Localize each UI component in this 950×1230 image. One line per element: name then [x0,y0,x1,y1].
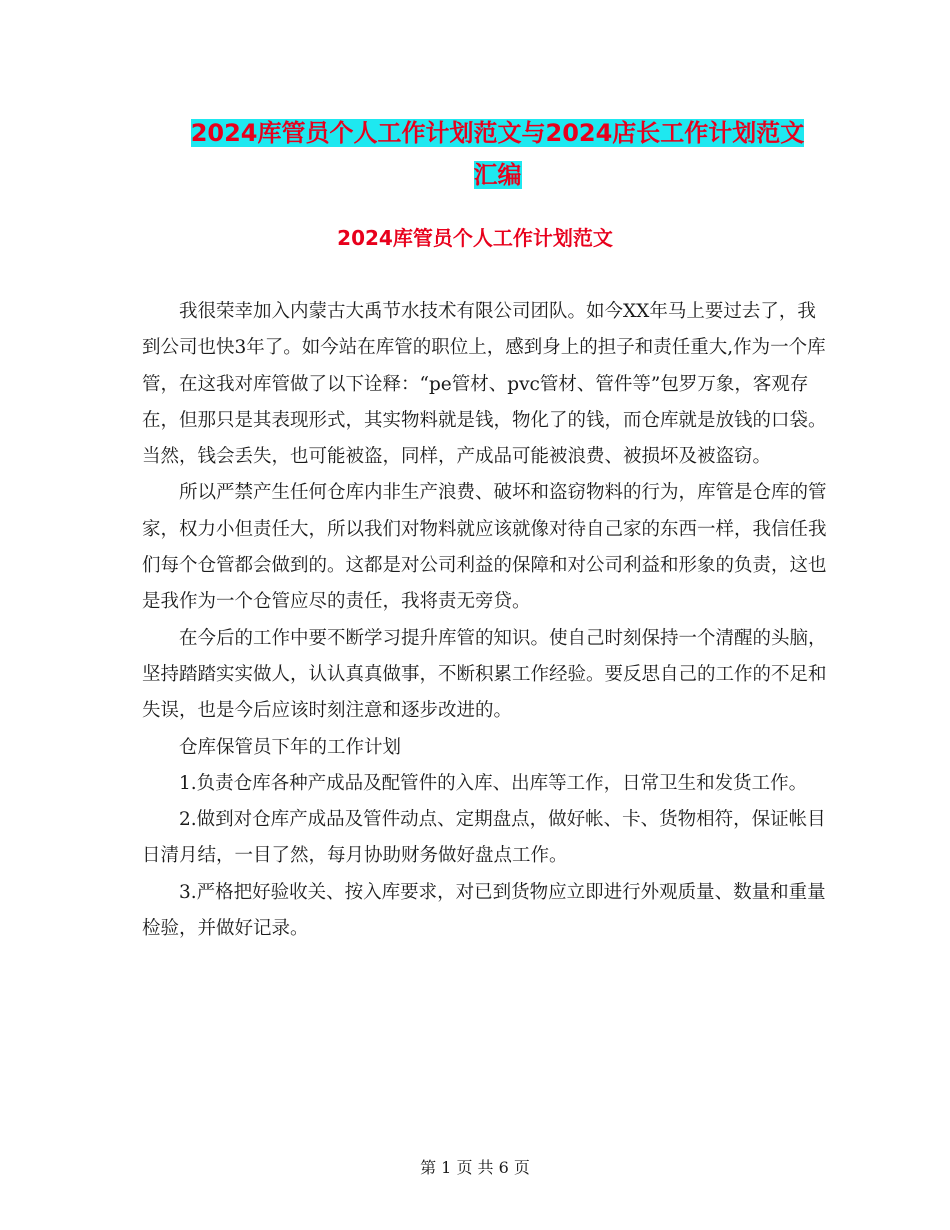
section-title: 2024库管员个人工作计划范文 [337,226,613,250]
paragraph: 我很荣幸加入内蒙古大禹节水技术有限公司团队。如今XX年马上要过去了，我到公司也快3年了。如今站在库管的职位上，感到身上的担子和责任重大,作为一个库管，在这我对库管做了以下诠释：“pe管材、pvc管材、管件等”包罗万象，客观存在，但那只是其表现形式，其实物料就是钱，物化了的钱，而仓库就是放钱的口袋。当然，钱会丢失，也可能被盗，同样，产成品可能被浪费、被损坏及被盗窃。 [142,301,827,468]
document-body [142,294,832,947]
plan-heading: 仓库保管员下年的工作计划 [179,736,402,758]
list-item: 1.负责仓库各种产成品及配管件的入库、出库等工作，日常卫生和发货工作。 [179,772,808,794]
paragraph: 所以严禁产生任何仓库内非生产浪费、破坏和盗窃物料的行为，库管是仓库的管家，权力小但责任大，所以我们对物料就应该就像对待自己家的东西一样，我信任我们每个仓管都会做到的。这都是对公司利益的保障和对公司利益和形象的负责，这也是我作为一个仓管应尽的责任，我将责无旁贷。 [142,482,827,613]
list-item: 2.做到对仓库产成品及管件动点、定期盘点，做好帐、卡、货物相符，保证帐目日清月结，一目了然，每月协助财务做好盘点工作。 [142,809,826,867]
document-title-text: 2024库管员个人工作计划范文与2024店长工作计划范文汇编 [190,119,805,189]
list-item: 3.严格把好验收关、按入库要求，对已到货物应立即进行外观质量、数量和重量检验，并做好记录。 [142,881,826,940]
paragraph: 在今后的工作中要不断学习提升库管的知识。使自己时刻保持一个清醒的头脑，坚持踏踏实实做人，认认真真做事，不断积累工作经验。要反思自己的工作的不足和失误，也是今后应该时刻注意和逐步改进的。 [142,627,827,722]
document-title [185,112,810,196]
page-footer: 第 1 页 共 6 页 [420,1158,530,1177]
